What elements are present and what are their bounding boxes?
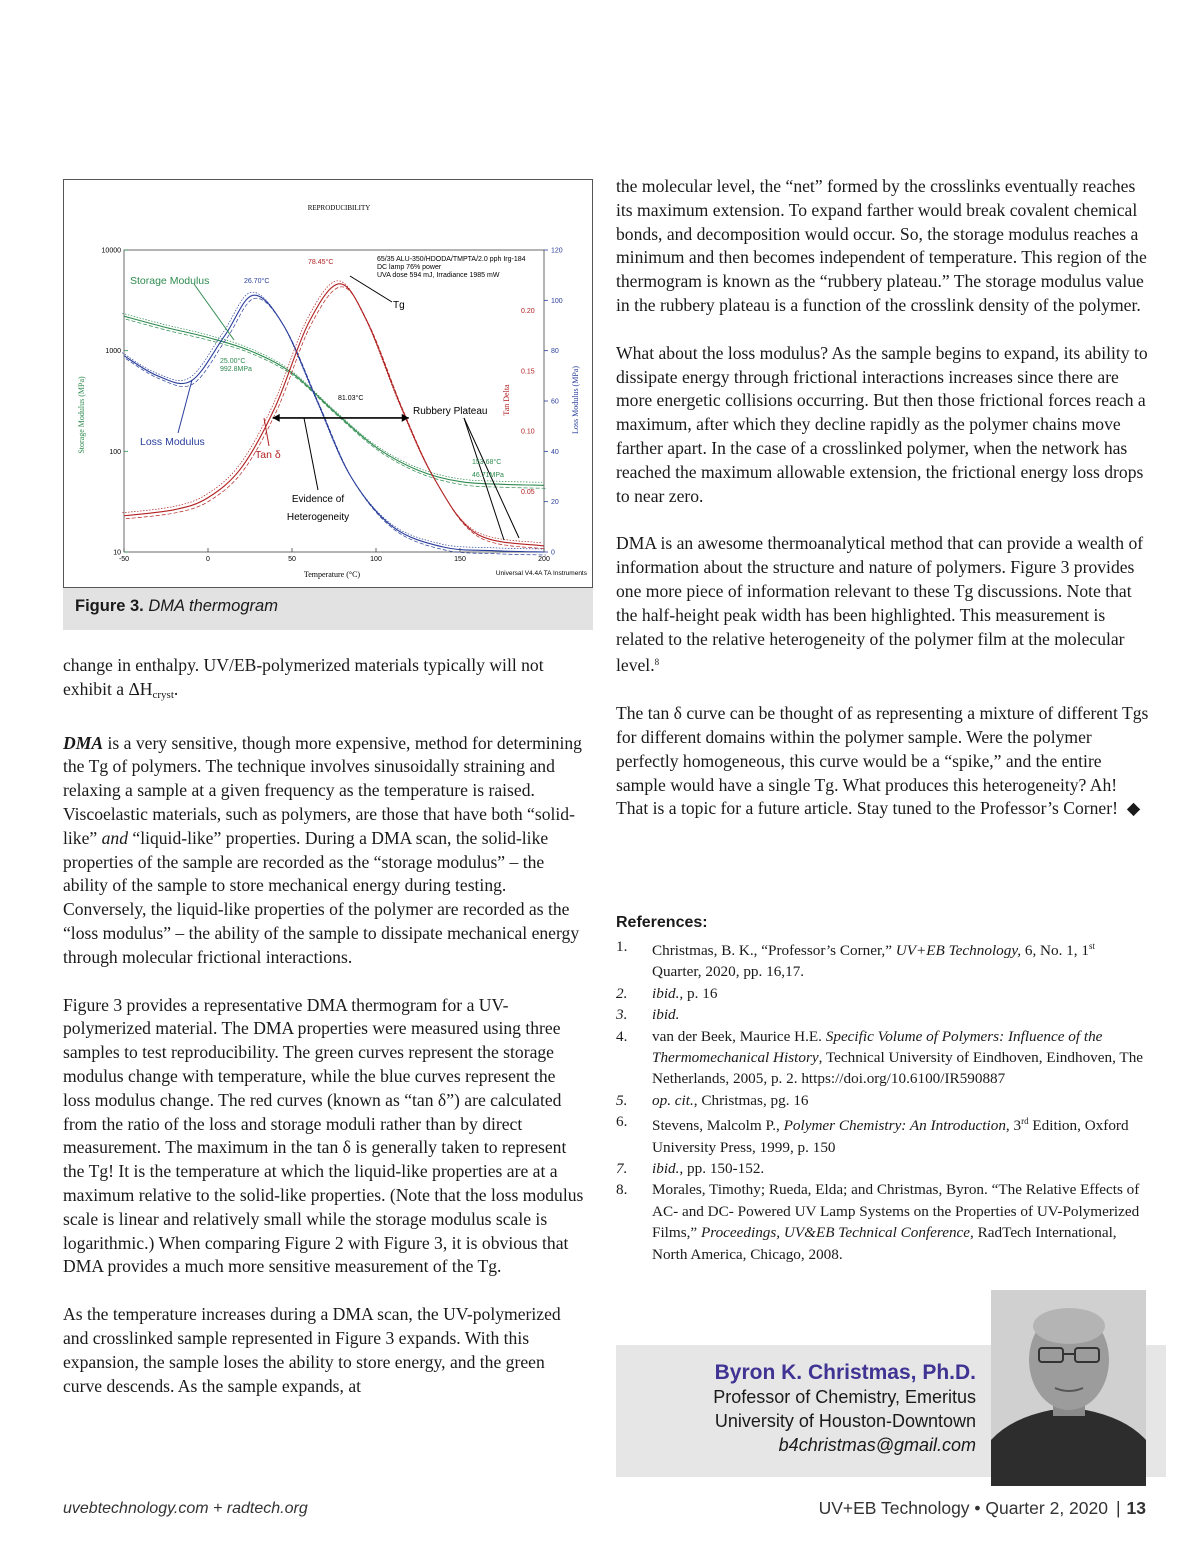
author-name: Byron K. Christmas, Ph.D. — [714, 1361, 976, 1384]
y-right-tick-label: 60 — [551, 398, 559, 406]
author-affiliation: University of Houston-Downtown — [714, 1411, 976, 1431]
paragraph-dma-intro: DMA is a very sensitive, though more expensive, method for determining the Tg of polymers. The technique involves sinusoidally straining and relaxing a sample at a given frequency as the temperature is raised. Viscoelastic materials, such as polymers, are those that have both “solid-like” and “liquid-like” properties. During a DMA scan, the solid-like properties of the sample are recorded as the “storage modulus” – the ability of the sample to store mechanical energy during testing. Conversely, the liquid-like properties of the polymer are recorded as the “loss modulus” – the ability of the sample to dissipate mechanical energy through molecular frictional interactions. — [63, 732, 582, 967]
legend-line-1: 65/35 ALU-350/HDODA/TMPTA/2.0 pph Irg-184 — [377, 256, 526, 263]
page-number: 13 — [1126, 1498, 1146, 1518]
annotation-heterogeneity-2: Heterogeneity — [286, 512, 350, 523]
annotation-storage-point-1: 25.00°C — [220, 358, 246, 365]
reference-item: 4. van der Beek, Maurice H.E. Specific Volume of Polymers: Influence of the Thermomechanical History, Technical University of Eindhoven, Eindhoven, The Netherlands, 2005, p. 2. https://doi.org/10.6100/IR590887 — [616, 1027, 1144, 1088]
paragraph-rubbery-plateau: the molecular level, the “net” formed by the crosslinks eventually reaches its maximum extension. To expand farther would break covalent chemical bonds, and decomposition would occur. So, the storage modulus reaches a minimum and then becomes independent of temperature. This region of the thermogram is known as the “rubbery plateau.” The storage modulus value in the rubbery plateau is a function of the crosslink density of the polymer. — [616, 176, 1147, 315]
chart-title: REPRODUCIBILITY — [307, 204, 371, 212]
paragraph-tan-delta: The tan δ curve can be thought of as representing a mixture of different Tgs for different domains within the polymer sample. Were the polymer perfectly homogeneous, this curve would be a “spike,” and the entire sample would have a single Tg. What produces this heterogeneity? Ah! That is a topic for a future article. Stay tuned to the Professor’s Corner! ◆ — [616, 703, 1149, 819]
author-email[interactable]: b4christmas@gmail.com — [778, 1435, 976, 1455]
footer-publication: UV+EB Technology • Quarter 2, 2020 | 13 — [818, 1498, 1146, 1518]
x-axis-label: Temperature (°C) — [303, 570, 361, 579]
heterogeneity-pointer — [304, 418, 318, 490]
legend-line-3: UVA dose 594 mJ, Irradiance 1985 mW — [377, 272, 500, 279]
x-tick-label: 150 — [454, 556, 466, 563]
tan-tick-label: 0.10 — [521, 428, 535, 436]
right-column — [616, 175, 1150, 845]
figure-caption-label: Figure 3. — [75, 597, 144, 615]
tan-tick-label: 0.15 — [521, 368, 535, 376]
rubbery-pointer-1 — [464, 418, 504, 540]
software-label: Universal V4.4A TA Instruments — [495, 570, 587, 577]
reference-item: 7. ibid., pp. 150-152. — [616, 1160, 765, 1178]
y-right-tick-label: 20 — [551, 499, 559, 507]
storage-modulus-line — [122, 313, 542, 482]
half-width-arrowhead-left — [273, 414, 280, 422]
paragraph-enthalpy: change in enthalpy. UV/EB-polymerized materials typically will not exhibit a $\Delta H_{cryst}$. — [63, 655, 544, 701]
y-right-tick-label: 120 — [551, 247, 563, 255]
legend-line-2: DC lamp 76% power — [377, 264, 442, 271]
author-photo — [991, 1290, 1146, 1486]
annotation-heterogeneity-1: Evidence of — [291, 494, 345, 505]
reference-item: 6. Stevens, Malcolm P., Polymer Chemistry: An Introduction, 3rd Edition, Oxford University Press, 1999, p. 150 — [616, 1113, 1129, 1156]
paragraph-dma-awesome: DMA is an awesome thermoanalytical method that can provide a wealth of information about the structure and nature of polymers. Figure 3 provides one more piece of information relevant to these Tg discussions. Note that the half-height peak width has been highlighted. This measurement is related to the relative heterogeneity of the polymer film at the molecular level.$^8$ — [616, 533, 1144, 676]
tg-pointer — [350, 276, 392, 302]
references — [616, 914, 1146, 1265]
reference-item: 3. ibid. — [616, 1006, 680, 1024]
annotation-rubbery-plateau: Rubbery Plateau — [413, 406, 488, 417]
annotation-tg: Tg — [393, 300, 405, 311]
storage-pointer — [194, 284, 234, 340]
annotation-half-width: 81.03°C — [338, 395, 364, 402]
references-heading: References: — [616, 914, 708, 931]
annotation-loss-peak: 26.70°C — [244, 278, 270, 285]
reference-item: 1. Christmas, B. K., “Professor’s Corner,” UV+EB Technology, 6, No. 1, 1st Quarter, 2020, pp. 16,17. — [616, 938, 1095, 981]
annotation-tan-delta: Tan δ — [255, 449, 281, 461]
y-right-tick-label: 80 — [551, 348, 559, 356]
paragraph-loss-modulus: What about the loss modulus? As the sample begins to expand, its ability to dissipate energy through frictional interactions increases since there are more energetic collisions occurring. But then those frictional forces reach a maximum, after which they decline rapidly as the polymer chains move farther apart. In the case of a crosslinked polymer, when the network has reached the maximum allowable extension, the frictional energy loss drops to near zero. — [616, 342, 1148, 506]
y-right-tick-label: 100 — [551, 297, 563, 305]
author-title: Professor of Chemistry, Emeritus — [713, 1387, 976, 1407]
x-tick-label: -50 — [118, 556, 130, 563]
footer-websites: uvebtechnology.com + radtech.org — [63, 1500, 308, 1517]
y-right-tick-label: 0 — [551, 549, 555, 557]
tan-tick-label: 0.05 — [521, 489, 535, 497]
y-right-tick-label: 40 — [551, 448, 559, 456]
annotation-rubbery-point-2: 46.71MPa — [472, 472, 504, 479]
annotation-tan-peak: 78.45°C — [308, 259, 334, 266]
paragraph-figure3: Figure 3 provides a representative DMA thermogram for a UV-polymerized material. The DMA properties were measured using three samples to test reproducibility. The green curves represent the storage modulus change with temperature, while the blue curves represent the loss modulus change. The red curves (known as “tan δ”) are calculated from the ratio of the loss and storage moduli rather than by direct measurement. The maximum in the tan δ is generally taken to represent the Tg! It is the temperature at which the liquid-like properties are at a maximum relative to the solid-like properties. (Note that the loss modulus scale is linear and relatively small while the storage modulus scale is logarithmic.) When comparing Figure 2 with Figure 3, it is obvious that DMA provides a much more sensitive measurement of the Tg. — [63, 994, 584, 1277]
x-tick-label: 200 — [538, 556, 550, 563]
annotation-rubbery-point-1: 153.68°C — [472, 459, 502, 466]
y-left-tick-label: 1000 — [105, 348, 121, 356]
y-left-label: Storage Modulus (MPa) — [77, 376, 86, 454]
annotation-storage-point-2: 992.8MPa — [220, 366, 252, 373]
reference-item: 8. Morales, Timothy; Rueda, Elda; and Christmas, Byron. “The Relative Effects of AC- and DC- Powered UV Lamp Systems on the Properties of UV-Polymerized Films,” Proceedings, UV&EB Technical Conference, RadTech International, North America, Chicago, 2008. — [616, 1181, 1140, 1263]
figure-caption-text: DMA thermogram — [148, 597, 278, 615]
figure-caption — [63, 588, 593, 630]
y-left-tick-label: 10000 — [101, 247, 121, 255]
y-tan-label: Tan Delta — [502, 384, 511, 416]
figure-3-frame — [63, 179, 593, 588]
x-tick-label: 50 — [288, 556, 296, 563]
y-right-label: Loss Modulus (MPa) — [571, 365, 580, 435]
end-diamond-icon: ◆ — [1126, 798, 1141, 819]
x-tick-label: 100 — [370, 556, 382, 563]
annotation-loss-modulus: Loss Modulus — [140, 436, 205, 448]
dma-thermogram-chart — [64, 180, 592, 587]
paragraph-expansion: As the temperature increases during a DMA scan, the UV-polymerized and crosslinked sample represented in Figure 3 expands. With this expansion, the sample loses the ability to store energy, and the green curve descends. As the sample expands, at — [63, 1304, 561, 1396]
reference-item: 2. ibid., p. 16 — [616, 984, 718, 1002]
tan-tick-label: 0.20 — [521, 307, 535, 315]
y-left-tick-label: 10 — [113, 549, 121, 557]
left-column — [63, 654, 587, 1422]
loss-pointer — [178, 380, 192, 433]
annotation-storage-modulus: Storage Modulus — [130, 275, 210, 287]
x-tick-label: 0 — [206, 556, 210, 563]
reference-item: 5. op. cit., Christmas, pg. 16 — [616, 1091, 809, 1109]
y-left-tick-label: 100 — [109, 448, 121, 456]
